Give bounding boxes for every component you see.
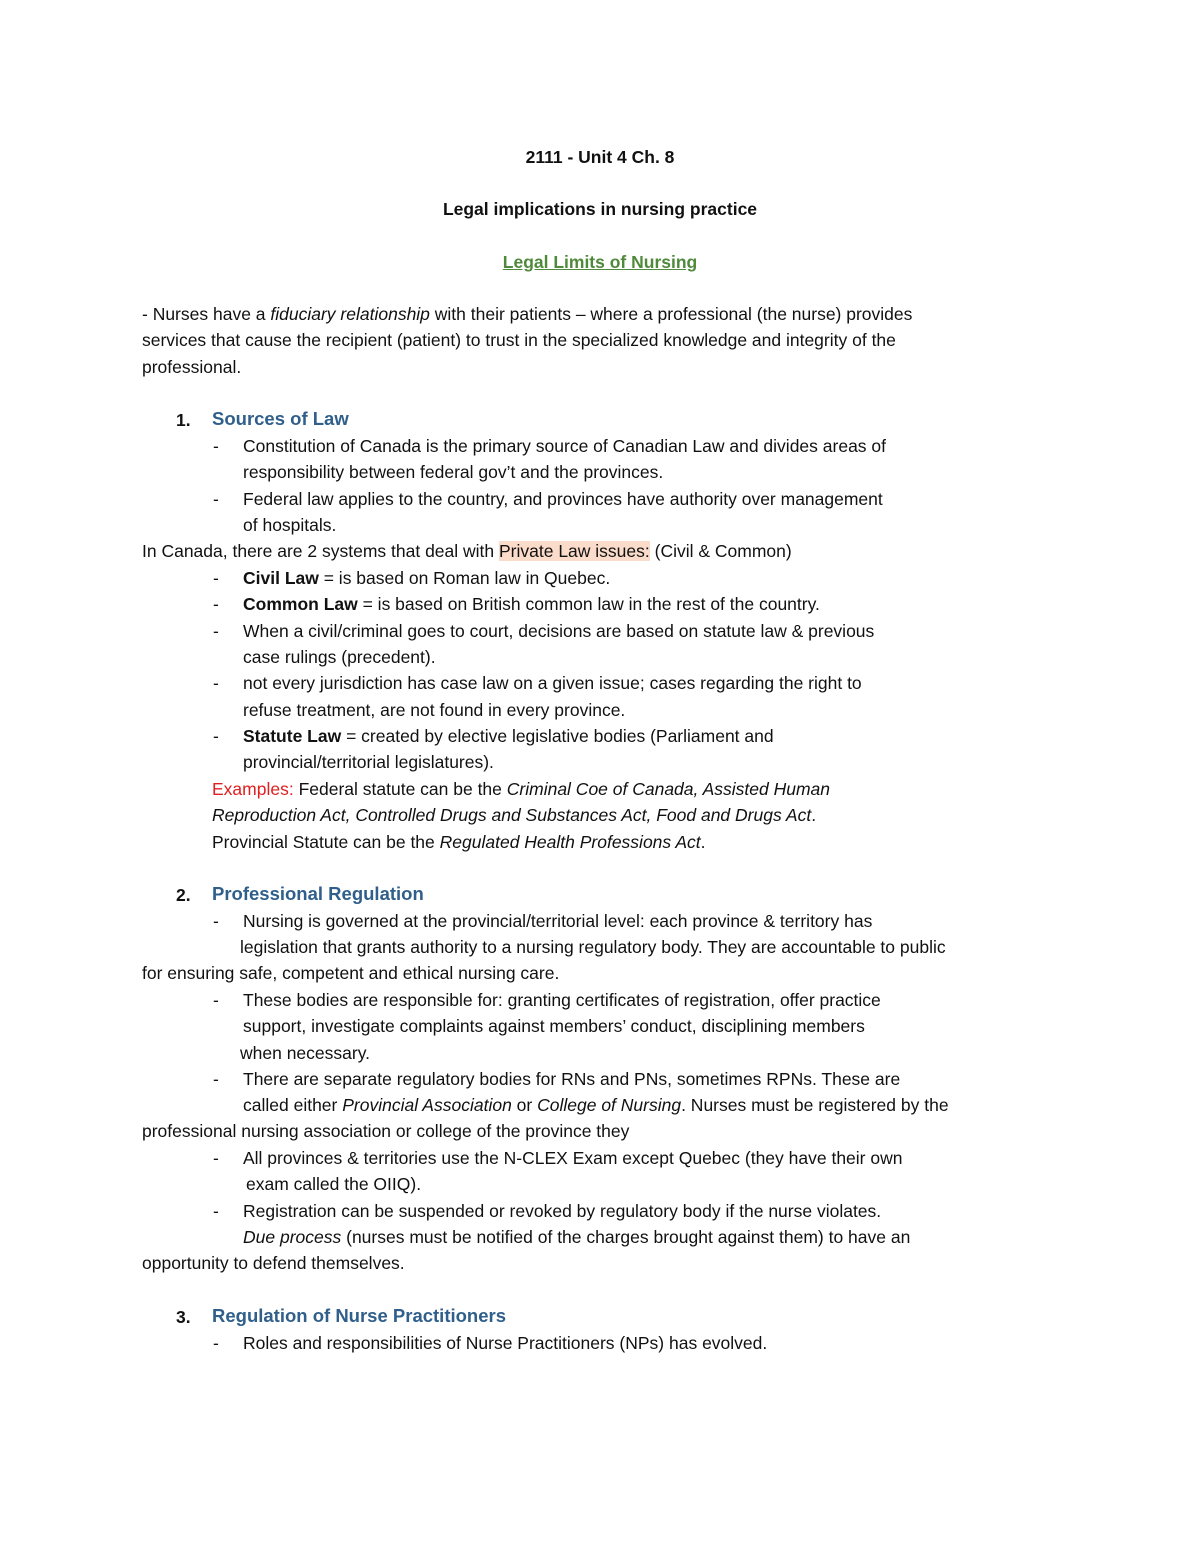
bullet-text: Roles and responsibilities of Nurse Practitioners (NPs) has evolved. (243, 1333, 768, 1353)
statute-names: Reproduction Act, Controlled Drugs and Substances Act, Food and Drugs Act (212, 805, 812, 825)
term-civil-law: Civil Law (243, 568, 319, 588)
bullet-dash: - (213, 990, 219, 1010)
due-process-line (243, 1224, 910, 1250)
term-common-law: Common Law (243, 594, 358, 614)
statute-names: Criminal Coe of Canada, Assisted Human (506, 779, 831, 799)
body-name: Provincial Association (342, 1095, 512, 1115)
bullet-text: opportunity to defend themselves. (142, 1253, 405, 1273)
paragraph-text: (Civil & Common) (649, 541, 792, 561)
bullet-text: These bodies are responsible for: granting certificates of registration, offer practice (243, 990, 881, 1010)
paragraph-text: In Canada, there are 2 systems that deal with (142, 541, 499, 561)
bullet-text: for ensuring safe, competent and ethical nursing care. (142, 963, 560, 983)
paragraph-text: Provincial Statute can be the (212, 832, 440, 852)
term-statute-law: Statute Law (243, 726, 342, 746)
body-name: College of Nursing (537, 1095, 682, 1115)
course-code: 2111 - Unit 4 Ch. 8 (525, 147, 675, 167)
bullet-text: when necessary. (240, 1043, 371, 1063)
bullet-text: There are separate regulatory bodies for RNs and PNs, sometimes RPNs. These are (243, 1069, 901, 1089)
section-heading-nurse-practitioners: Regulation of Nurse Practitioners (212, 1305, 506, 1326)
section-heading: Legal Limits of Nursing (502, 252, 698, 272)
bullet-text: . Nurses must be registered by the (681, 1095, 949, 1115)
intro-line-2: services that cause the recipient (patient) to trust in the specialized knowledge and integrity of the (142, 330, 896, 350)
bullet-text: Federal law applies to the country, and provinces have authority over management (243, 489, 883, 509)
regulatory-bodies-line (243, 1092, 949, 1118)
bullet-text: case rulings (precedent). (243, 647, 436, 667)
bullet-dash: - (213, 1148, 219, 1168)
bullet-dash: - (213, 726, 219, 746)
common-law-bullet (243, 591, 820, 617)
bullet-dash: - (213, 1333, 219, 1353)
bullet-text: = created by elective legislative bodies (Parliament and (341, 726, 774, 746)
bullet-text: legislation that grants authority to a nursing regulatory body. They are accountable to public (240, 937, 946, 957)
statute-law-bullet (243, 723, 774, 749)
intro-text: - Nurses have a (142, 304, 271, 324)
civil-law-bullet (243, 565, 610, 591)
bullet-text: or (511, 1095, 538, 1115)
bullet-text: When a civil/criminal goes to court, decisions are based on statute law & previous (243, 621, 875, 641)
statute-names: Regulated Health Professions Act (439, 832, 701, 852)
bullet-text: support, investigate complaints against members’ conduct, disciplining members (243, 1016, 865, 1036)
page-title: Legal implications in nursing practice (442, 199, 758, 219)
intro-line-3: professional. (142, 357, 242, 377)
bullet-dash: - (213, 594, 219, 614)
bullet-dash: - (213, 436, 219, 456)
bullet-text: not every jurisdiction has case law on a given issue; cases regarding the right to (243, 673, 862, 693)
punctuation: . (700, 832, 706, 852)
punctuation: . (811, 805, 817, 825)
bullet-dash: - (213, 1069, 219, 1089)
private-law-line (142, 538, 792, 564)
bullet-text: = is based on British common law in the rest of the country. (357, 594, 820, 614)
examples-label: Examples: (212, 779, 294, 799)
intro-line-1 (142, 301, 912, 327)
fiduciary-term: fiduciary relationship (270, 304, 430, 324)
bullet-dash: - (213, 568, 219, 588)
section-heading-sources-of-law: Sources of Law (212, 408, 349, 429)
bullet-text: professional nursing association or college of the province they (142, 1121, 630, 1141)
intro-text: with their patients – where a professional (the nurse) provides (429, 304, 913, 324)
bullet-text: = is based on Roman law in Quebec. (318, 568, 611, 588)
section-number: 3. (176, 1307, 191, 1327)
bullet-dash: - (213, 911, 219, 931)
examples-line-2 (212, 802, 816, 828)
bullet-text: provincial/territorial legislatures). (243, 752, 494, 772)
bullet-text: called either (243, 1095, 343, 1115)
bullet-text: of hospitals. (243, 515, 337, 535)
section-number: 2. (176, 885, 191, 905)
bullet-text: refuse treatment, are not found in every province. (243, 700, 626, 720)
examples-line-1 (212, 776, 830, 802)
bullet-dash: - (213, 489, 219, 509)
bullet-text: exam called the OIIQ). (246, 1174, 422, 1194)
section-heading-professional-regulation: Professional Regulation (212, 883, 424, 904)
bullet-dash: - (213, 673, 219, 693)
bullet-text: Constitution of Canada is the primary source of Canadian Law and divides areas of (243, 436, 887, 456)
highlighted-text: Private Law issues: (499, 541, 650, 561)
due-process-term: Due process (243, 1227, 342, 1247)
paragraph-text: Federal statute can be the (293, 779, 507, 799)
bullet-text: Nursing is governed at the provincial/territorial level: each province & territory has (243, 911, 873, 931)
provincial-statute-line (212, 829, 706, 855)
bullet-text: All provinces & territories use the N-CLEX Exam except Quebec (they have their own (243, 1148, 903, 1168)
bullet-text: Registration can be suspended or revoked by regulatory body if the nurse violates. (243, 1201, 882, 1221)
bullet-text: (nurses must be notified of the charges brought against them) to have an (341, 1227, 911, 1247)
bullet-dash: - (213, 621, 219, 641)
bullet-text: responsibility between federal gov’t and the provinces. (243, 462, 664, 482)
section-number: 1. (176, 410, 191, 430)
bullet-dash: - (213, 1201, 219, 1221)
